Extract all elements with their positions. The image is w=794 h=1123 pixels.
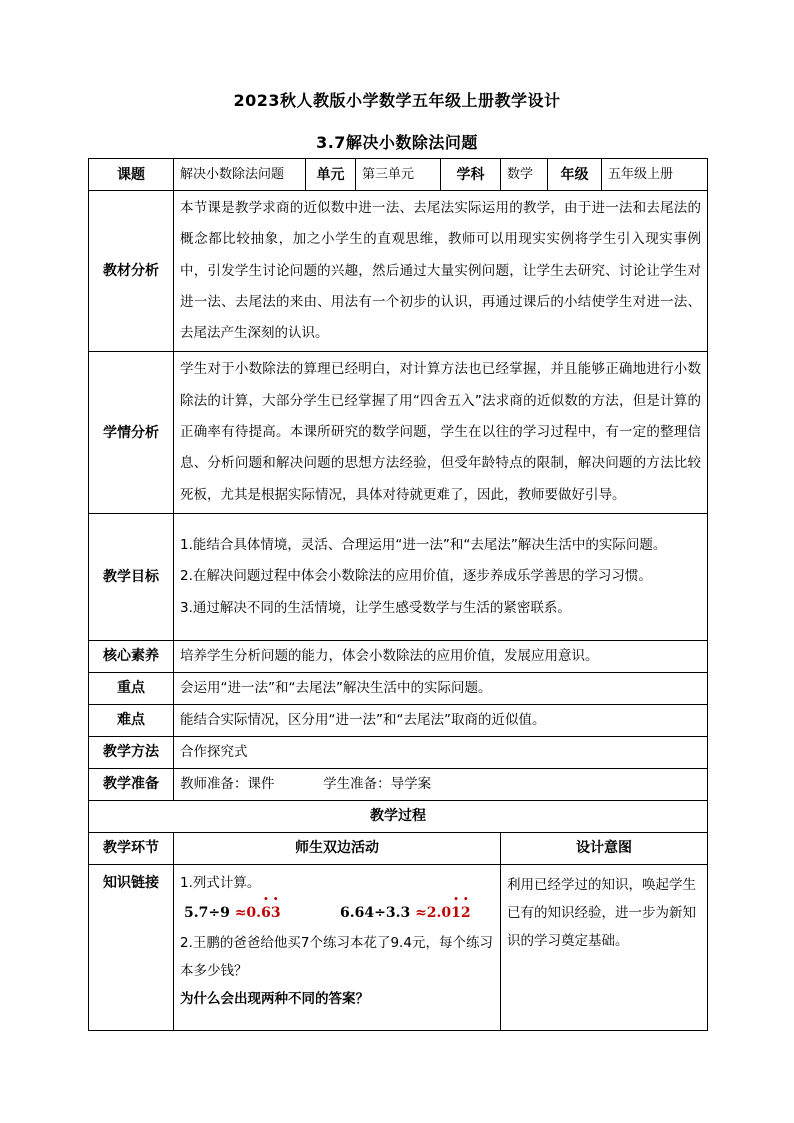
student-preparation: 学生准备：导学案 (323, 776, 432, 793)
textbook-analysis-label: 教材分析 (89, 191, 174, 352)
header-row (89, 159, 708, 191)
key-point-text: 会运用“进一法”和“去尾法”解决生活中的实际问题。 (174, 672, 708, 704)
difficulty-row (89, 704, 708, 736)
objectives-label: 教学目标 (89, 513, 174, 640)
objectives-row (89, 513, 708, 640)
document-title: 2023秋人教版小学数学五年级上册教学设计 (233, 91, 561, 110)
preparation-label: 教学准备 (89, 768, 174, 800)
core-literacy-row (89, 640, 708, 672)
expression-1: 5.7÷9 ≈0.· 6· 3 (180, 899, 334, 927)
knowledge-link-activity (174, 864, 501, 1030)
objective-item: 1.能结合具体情境，灵活、合理运用“进一法”和“去尾法”解决生活中的实际问题。 (180, 537, 667, 554)
core-literacy-label: 核心素养 (89, 640, 174, 672)
objective-item: 2.在解决问题过程中体会小数除法的应用价值，逐步养成乐学善思的学习习惯。 (180, 568, 652, 585)
process-columns-row (89, 832, 708, 864)
knowledge-link-row (89, 864, 708, 1030)
topic-label: 课题 (89, 159, 174, 191)
difficulty-text: 能结合实际情况，区分用“进一法”和“去尾法”取商的近似值。 (174, 704, 708, 736)
core-literacy-text: 培养学生分析问题的能力，体会小数除法的应用价值，发展应用意识。 (174, 640, 708, 672)
knowledge-link-label: 知识链接 (89, 864, 174, 1030)
key-point-row (89, 672, 708, 704)
activity-column-header: 师生双边活动 (174, 832, 501, 864)
objectives-list (174, 513, 708, 640)
preparation-cell (174, 768, 708, 800)
subject-value: 数学 (501, 159, 548, 191)
key-point-label: 重点 (89, 672, 174, 704)
student-analysis-label: 学情分析 (89, 352, 174, 513)
exercise-2-prompt: 2.王鹏的爸爸给他买7个练习本花了9.4元，每个练习本多少钱？ (180, 934, 493, 979)
exercise-1-expressions (180, 897, 494, 929)
subject-label: 学科 (441, 159, 501, 191)
question-prompt: 为什么会出现两种不同的答案？ (180, 990, 369, 1007)
intent-column-header: 设计意图 (501, 832, 708, 864)
method-label: 教学方法 (89, 736, 174, 768)
method-row (89, 736, 708, 768)
student-analysis-text: 学生对于小数除法的算理已经明白，对计算方法也已经掌握，并且能够正确地进行小数除法的计算，大部分学生已经掌握了用“四舍五入”法求商的近似数的方法，但是计算的正确率有待提高。本课所研究的数学问题，学生在以往的学习过程中，有一定的整理信息、分析问题和解决问题的思想方法经验，但受年龄特点的限制，解决问题的方法比较死板，尤其是根据实际情况，具体对待就更难了，因此，教师要做好引导。 (174, 352, 708, 513)
lesson-title: 3.7解决小数除法问题 (316, 133, 478, 152)
grade-value: 五年级上册 (602, 159, 708, 191)
unit-value: 第三单元 (356, 159, 441, 191)
lesson-plan-table (88, 158, 708, 1031)
objective-item: 3.通过解决不同的生活情境，让学生感受数学与生活的紧密联系。 (180, 599, 571, 616)
process-heading-row (89, 800, 708, 832)
teacher-preparation: 教师准备：课件 (180, 776, 275, 793)
unit-label: 单元 (306, 159, 356, 191)
textbook-analysis-row (89, 191, 708, 352)
grade-label: 年级 (548, 159, 602, 191)
process-heading: 教学过程 (89, 800, 708, 832)
exercise-1-prompt: 1.列式计算。 (180, 874, 261, 891)
topic-value: 解决小数除法问题 (174, 159, 306, 191)
method-text: 合作探究式 (174, 736, 708, 768)
student-analysis-row (89, 352, 708, 513)
difficulty-label: 难点 (89, 704, 174, 736)
preparation-row (89, 768, 708, 800)
textbook-analysis-text: 本节课是教学求商的近似数中进一法、去尾法实际运用的教学，由于进一法和去尾法的概念都比较抽象，加之小学生的直观思维，教师可以用现实实例将学生引入现实事例中，引发学生讨论问题的兴趣，然后通过大量实例问题，让学生去研究、讨论让学生对进一法、去尾法的来由、用法有一个初步的认识，再通过课后的小结使学生对进一法、去尾法产生深刻的认识。 (174, 191, 708, 352)
design-intent-text: 利用已经学过的知识，唤起学生已有的知识经验，进一步为新知识的学习奠定基础。 (501, 864, 708, 1030)
expression-2: 6.64÷3.3 ≈2.0· 1· 2 (340, 899, 471, 927)
stage-column-header: 教学环节 (89, 832, 174, 864)
